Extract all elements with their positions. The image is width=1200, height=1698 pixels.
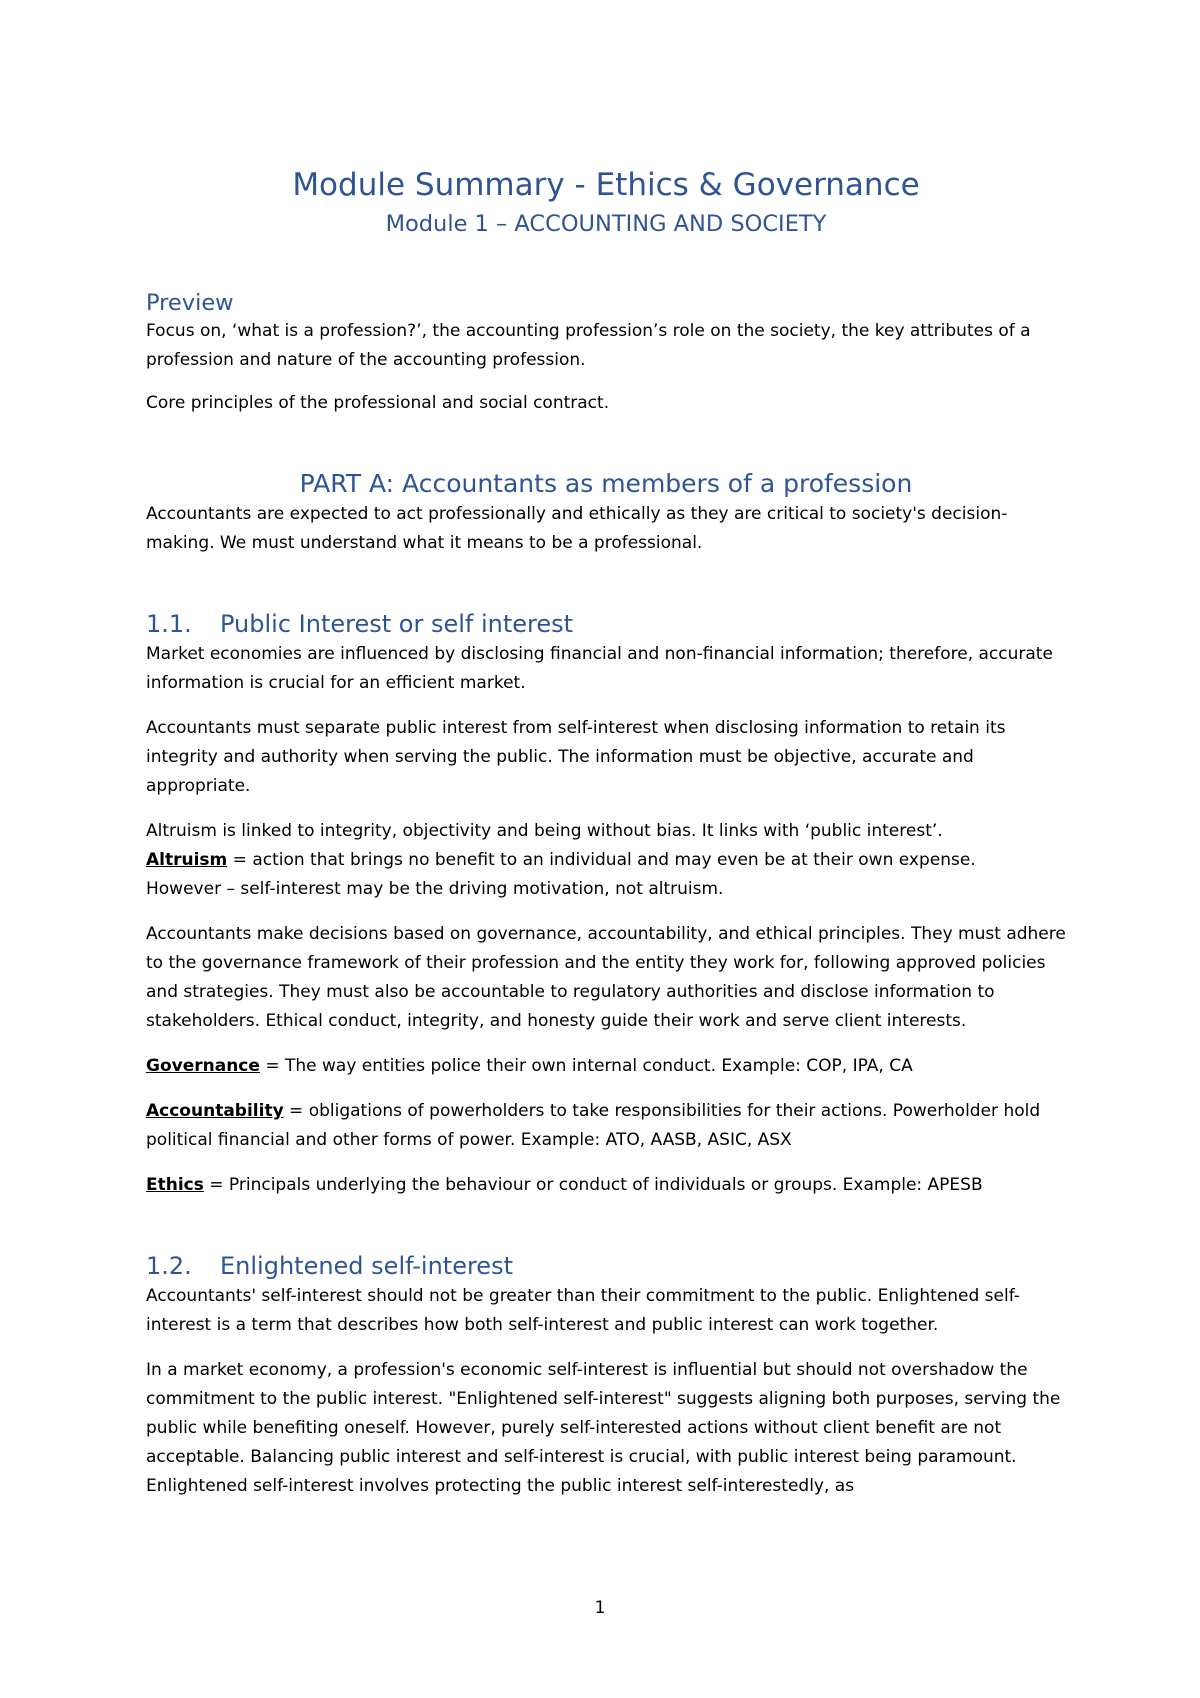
section-1-1-paragraph-2: Accountants must separate public interest from self-interest when disclosing information to retain its integrity and authority when serving the public. The information must be objective, accurate and appropriate. bbox=[146, 718, 1006, 796]
page-number: 1 bbox=[594, 1598, 606, 1618]
altruism-definition: = action that brings no benefit to an individual and may even be at their own expense. bbox=[227, 850, 976, 870]
ethics-definition bbox=[146, 1171, 1066, 1200]
part-a-heading: PART A: Accountants as members of a profession bbox=[299, 469, 913, 498]
ethics-term: Ethics bbox=[146, 1175, 204, 1195]
accountability-term: Accountability bbox=[146, 1101, 284, 1121]
section-1-2-paragraph-1: Accountants' self-interest should not be greater than their commitment to the public. Enlightened self-interest is a term that describes how both self-interest and public interest can work together. bbox=[146, 1286, 1020, 1335]
section-1-1-heading bbox=[146, 608, 1066, 640]
altruism-term: Altruism bbox=[146, 850, 228, 870]
section-title: Enlightened self-interest bbox=[220, 1252, 513, 1280]
ethics-text: = Principals underlying the behaviour or conduct of individuals or groups. Example: APESB bbox=[203, 1175, 983, 1195]
accountability-definition bbox=[146, 1097, 1066, 1155]
accountability-text: = obligations of powerholders to take responsibilities for their actions. Powerholder hold political financial and other forms of power. Example: ATO, AASB, ASIC, ASX bbox=[146, 1101, 1041, 1150]
governance-term: Governance bbox=[146, 1056, 260, 1076]
section-1-1-paragraph-4: Accountants make decisions based on governance, accountability, and ethical principles. They must adhere to the governance framework of their profession and the entity they work for, following approved policies and strategies. They must also be accountable to regulatory authorities and disclose information to stakeholders. Ethical conduct, integrity, and honesty guide their work and serve client interests. bbox=[146, 924, 1066, 1031]
preview-heading: Preview bbox=[146, 290, 234, 316]
preview-paragraph-2: Core principles of the professional and social contract. bbox=[146, 393, 610, 413]
altruism-paragraph bbox=[146, 817, 1066, 904]
module-subtitle: Module 1 – ACCOUNTING AND SOCIETY bbox=[385, 211, 827, 237]
section-number: 1.1. bbox=[146, 610, 192, 638]
governance-definition bbox=[146, 1052, 1066, 1081]
section-1-1-paragraph-1: Market economies are influenced by disclosing financial and non-financial information; therefore, accurate information is crucial for an efficient market. bbox=[146, 644, 1053, 693]
section-1-2-paragraph-2: In a market economy, a profession's economic self-interest is influential but should not overshadow the commitment to the public interest. "Enlightened self-interest" suggests aligning both purposes, serving the public while benefiting oneself. However, purely self-interested actions without client benefit are not acceptable. Balancing public interest and self-interest is crucial, with public interest being paramount. Enlightened self-interest involves protecting the public interest self-interestedly, as bbox=[146, 1360, 1061, 1496]
altruism-line: Altruism is linked to integrity, objectivity and being without bias. It links with ‘public interest’. bbox=[146, 821, 943, 841]
section-number: 1.2. bbox=[146, 1252, 192, 1280]
altruism-note: However – self-interest may be the driving motivation, not altruism. bbox=[146, 879, 724, 899]
section-title: Public Interest or self interest bbox=[220, 610, 574, 638]
page-content bbox=[146, 165, 1066, 1501]
section-1-2-heading bbox=[146, 1250, 1066, 1282]
governance-text: = The way entities police their own internal conduct. Example: COP, IPA, CA bbox=[259, 1056, 913, 1076]
document-title: Module Summary - Ethics & Governance bbox=[292, 167, 920, 203]
preview-paragraph: Focus on, ‘what is a profession?’, the accounting profession’s role on the society, the key attributes of a profession and nature of the accounting profession. bbox=[146, 321, 1031, 370]
part-a-intro: Accountants are expected to act professionally and ethically as they are critical to society's decision-making. We must understand what it means to be a professional. bbox=[146, 504, 1008, 553]
